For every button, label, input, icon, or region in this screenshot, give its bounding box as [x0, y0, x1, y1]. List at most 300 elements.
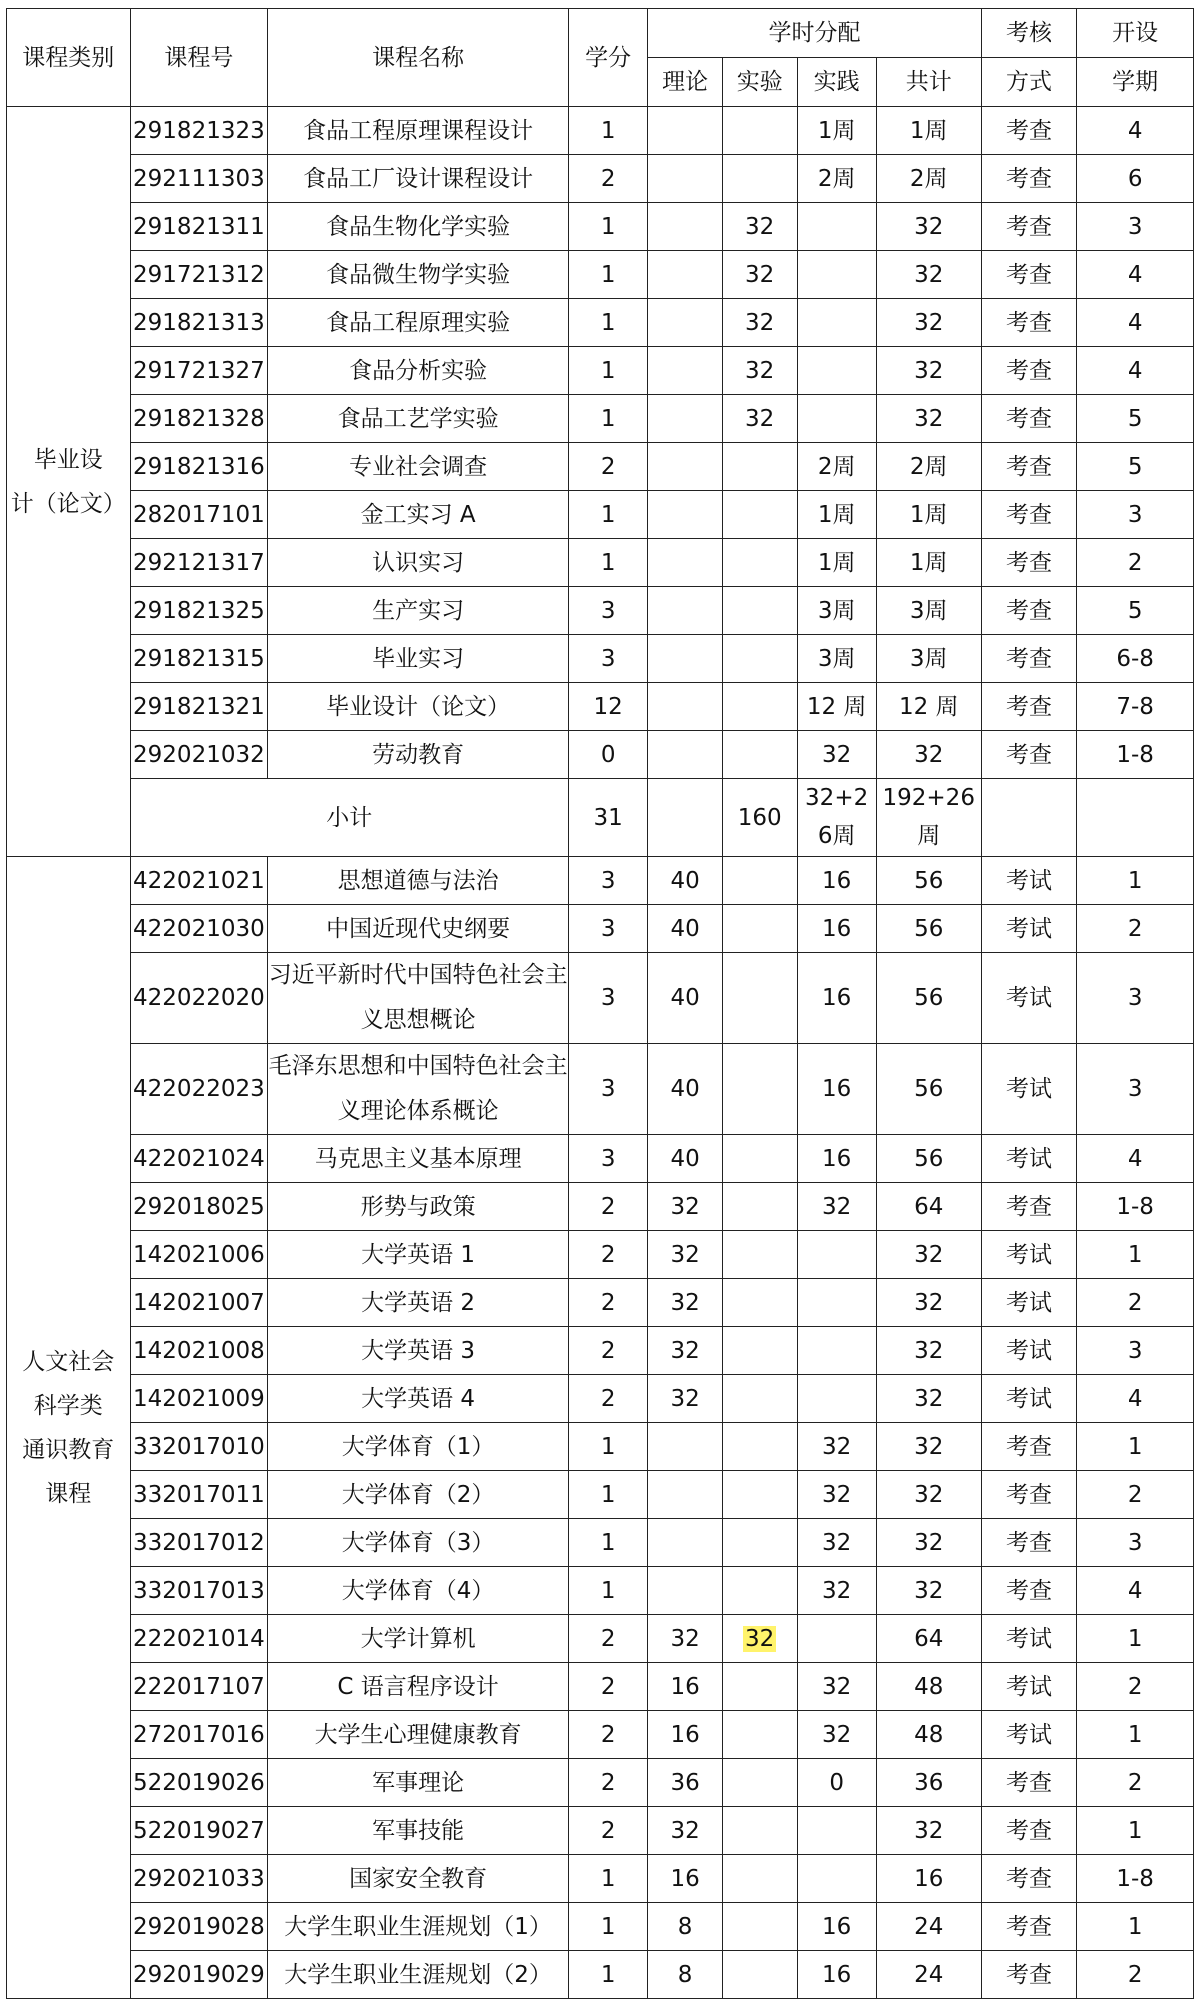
cell-name: 习近平新时代中国特色社会主义思想概论 — [268, 953, 569, 1044]
category-cell — [7, 107, 131, 857]
cell-credits: 2 — [569, 443, 648, 491]
cell-total: 32 — [876, 1567, 981, 1615]
cell-lab — [722, 1279, 797, 1327]
cell-name: 大学生心理健康教育 — [268, 1711, 569, 1759]
table-row — [7, 1135, 1194, 1183]
cell-theory: 32 — [648, 1615, 723, 1663]
table-row — [7, 1519, 1194, 1567]
cell-practice: 1周 — [797, 539, 876, 587]
cell-semester: 3 — [1077, 1327, 1194, 1375]
cell-credits: 1 — [569, 203, 648, 251]
cell-credits: 2 — [569, 155, 648, 203]
cell-name: 大学英语 2 — [268, 1279, 569, 1327]
cell-semester: 3 — [1077, 203, 1194, 251]
cell-theory: 16 — [648, 1711, 723, 1759]
cell-name: 大学体育（4） — [268, 1567, 569, 1615]
cell-theory — [648, 203, 723, 251]
cell-lab — [722, 443, 797, 491]
header-semester-bottom: 学期 — [1077, 58, 1194, 107]
cell-lab — [722, 857, 797, 905]
cell-credits: 3 — [569, 1044, 648, 1135]
table-row — [7, 1711, 1194, 1759]
cell-lab — [722, 1519, 797, 1567]
cell-practice — [797, 299, 876, 347]
table-row — [7, 1759, 1194, 1807]
table-row — [7, 1951, 1194, 1999]
subtotal-lab: 160 — [722, 779, 797, 857]
cell-credits: 2 — [569, 1711, 648, 1759]
cell-credits: 2 — [569, 1279, 648, 1327]
cell-practice: 16 — [797, 857, 876, 905]
cell-total: 56 — [876, 857, 981, 905]
cell-assessment: 考查 — [981, 1471, 1077, 1519]
cell-assessment: 考试 — [981, 1279, 1077, 1327]
header-semester-top: 开设 — [1077, 9, 1194, 58]
cell-lab: 32 — [722, 347, 797, 395]
cell-name: 大学体育（3） — [268, 1519, 569, 1567]
cell-credits: 1 — [569, 539, 648, 587]
cell-total: 48 — [876, 1711, 981, 1759]
cell-credits: 12 — [569, 683, 648, 731]
cell-practice — [797, 1375, 876, 1423]
cell-theory — [648, 1471, 723, 1519]
cell-practice: 2周 — [797, 443, 876, 491]
cell-total: 32 — [876, 347, 981, 395]
cell-credits: 3 — [569, 635, 648, 683]
cell-credits: 2 — [569, 1375, 648, 1423]
cell-total: 1周 — [876, 107, 981, 155]
cell-name: 马克思主义基本原理 — [268, 1135, 569, 1183]
cell-semester: 2 — [1077, 1663, 1194, 1711]
cell-credits: 3 — [569, 857, 648, 905]
cell-semester: 6-8 — [1077, 635, 1194, 683]
subtotal-practice-line2: 6周 — [817, 823, 856, 849]
course-table — [6, 8, 1194, 1999]
cell-practice: 32 — [797, 731, 876, 779]
cell-practice: 16 — [797, 1135, 876, 1183]
cell-lab — [722, 1807, 797, 1855]
cell-name: C 语言程序设计 — [268, 1663, 569, 1711]
cell-code: 422021030 — [130, 905, 268, 953]
cell-lab — [722, 1327, 797, 1375]
table-row — [7, 1663, 1194, 1711]
cell-total: 36 — [876, 1759, 981, 1807]
cell-code: 332017010 — [130, 1423, 268, 1471]
cell-lab — [722, 107, 797, 155]
table-row — [7, 539, 1194, 587]
table-row — [7, 1231, 1194, 1279]
cell-name: 思想道德与法治 — [268, 857, 569, 905]
cell-credits: 1 — [569, 251, 648, 299]
cell-assessment: 考查 — [981, 1423, 1077, 1471]
cell-code: 291821316 — [130, 443, 268, 491]
cell-semester: 3 — [1077, 953, 1194, 1044]
subtotal-practice — [797, 779, 876, 857]
cell-theory: 32 — [648, 1231, 723, 1279]
cell-name: 毕业实习 — [268, 635, 569, 683]
cell-semester: 7-8 — [1077, 683, 1194, 731]
cell-practice: 32 — [797, 1663, 876, 1711]
cell-code: 292021033 — [130, 1855, 268, 1903]
cell-assessment: 考查 — [981, 1759, 1077, 1807]
cell-lab — [722, 155, 797, 203]
cell-practice: 32 — [797, 1471, 876, 1519]
cell-practice: 1周 — [797, 491, 876, 539]
cell-name: 大学生职业生涯规划（2） — [268, 1951, 569, 1999]
cell-total: 32 — [876, 1471, 981, 1519]
cell-theory: 40 — [648, 1044, 723, 1135]
cell-credits: 2 — [569, 1663, 648, 1711]
subtotal-assessment — [981, 779, 1077, 857]
cell-semester: 3 — [1077, 1519, 1194, 1567]
cell-name: 认识实习 — [268, 539, 569, 587]
cell-semester: 6 — [1077, 155, 1194, 203]
cell-total: 64 — [876, 1183, 981, 1231]
cell-semester: 1-8 — [1077, 731, 1194, 779]
cell-semester: 1 — [1077, 1903, 1194, 1951]
cell-lab — [722, 1471, 797, 1519]
cell-name: 食品工艺学实验 — [268, 395, 569, 443]
header-credits: 学分 — [569, 9, 648, 107]
cell-assessment: 考查 — [981, 107, 1077, 155]
cell-theory: 40 — [648, 857, 723, 905]
cell-practice: 1周 — [797, 107, 876, 155]
cell-credits: 1 — [569, 347, 648, 395]
cell-semester: 5 — [1077, 587, 1194, 635]
cell-practice — [797, 1615, 876, 1663]
cell-credits: 3 — [569, 905, 648, 953]
cell-code: 291821315 — [130, 635, 268, 683]
cell-name: 大学体育（2） — [268, 1471, 569, 1519]
cell-assessment: 考查 — [981, 683, 1077, 731]
cell-theory — [648, 155, 723, 203]
cell-assessment: 考试 — [981, 857, 1077, 905]
cell-practice — [797, 1807, 876, 1855]
table-row — [7, 1327, 1194, 1375]
category-line: 人文社会 — [22, 1348, 115, 1375]
cell-practice: 32 — [797, 1423, 876, 1471]
cell-semester: 4 — [1077, 251, 1194, 299]
cell-theory: 16 — [648, 1855, 723, 1903]
cell-assessment: 考查 — [981, 1903, 1077, 1951]
cell-practice: 16 — [797, 1951, 876, 1999]
cell-semester: 2 — [1077, 1279, 1194, 1327]
cell-name: 食品工程原理实验 — [268, 299, 569, 347]
cell-credits: 3 — [569, 1135, 648, 1183]
cell-practice: 32 — [797, 1519, 876, 1567]
category-line: 课程 — [45, 1480, 92, 1507]
cell-assessment: 考试 — [981, 905, 1077, 953]
cell-semester: 5 — [1077, 395, 1194, 443]
cell-theory: 32 — [648, 1327, 723, 1375]
cell-practice: 32 — [797, 1711, 876, 1759]
cell-name: 劳动教育 — [268, 731, 569, 779]
cell-code: 292021032 — [130, 731, 268, 779]
cell-code: 522019027 — [130, 1807, 268, 1855]
cell-assessment: 考查 — [981, 587, 1077, 635]
cell-lab — [722, 1567, 797, 1615]
cell-semester: 1-8 — [1077, 1855, 1194, 1903]
cell-semester: 2 — [1077, 1471, 1194, 1519]
cell-total: 56 — [876, 1044, 981, 1135]
cell-credits: 1 — [569, 1903, 648, 1951]
cell-assessment: 考试 — [981, 1711, 1077, 1759]
cell-lab — [722, 953, 797, 1044]
cell-total: 32 — [876, 251, 981, 299]
cell-semester: 3 — [1077, 1044, 1194, 1135]
cell-theory — [648, 347, 723, 395]
cell-theory — [648, 587, 723, 635]
cell-lab — [722, 1231, 797, 1279]
cell-semester: 2 — [1077, 1759, 1194, 1807]
cell-code: 292018025 — [130, 1183, 268, 1231]
cell-credits: 2 — [569, 1615, 648, 1663]
cell-credits: 2 — [569, 1759, 648, 1807]
table-body — [7, 107, 1194, 1999]
table-row — [7, 155, 1194, 203]
cell-lab — [722, 1183, 797, 1231]
cell-practice: 3周 — [797, 587, 876, 635]
cell-code: 292019029 — [130, 1951, 268, 1999]
cell-total: 56 — [876, 1135, 981, 1183]
cell-credits: 2 — [569, 1807, 648, 1855]
cell-total: 32 — [876, 1807, 981, 1855]
cell-code: 292121317 — [130, 539, 268, 587]
table-row — [7, 1807, 1194, 1855]
cell-assessment: 考试 — [981, 1231, 1077, 1279]
table-row — [7, 731, 1194, 779]
cell-assessment: 考查 — [981, 1183, 1077, 1231]
subtotal-credits: 31 — [569, 779, 648, 857]
cell-code: 292111303 — [130, 155, 268, 203]
table-row — [7, 251, 1194, 299]
cell-assessment: 考试 — [981, 1615, 1077, 1663]
cell-practice: 32 — [797, 1567, 876, 1615]
header-assessment-top: 考核 — [981, 9, 1077, 58]
cell-name: 大学生职业生涯规划（1） — [268, 1903, 569, 1951]
cell-semester: 1 — [1077, 1807, 1194, 1855]
cell-lab: 32 — [722, 299, 797, 347]
table-row — [7, 1423, 1194, 1471]
cell-theory: 40 — [648, 953, 723, 1044]
cell-code: 291821323 — [130, 107, 268, 155]
cell-lab — [722, 1711, 797, 1759]
cell-credits: 1 — [569, 1471, 648, 1519]
cell-code: 291821313 — [130, 299, 268, 347]
cell-theory — [648, 395, 723, 443]
cell-assessment: 考查 — [981, 155, 1077, 203]
cell-total: 32 — [876, 1519, 981, 1567]
cell-semester: 2 — [1077, 1951, 1194, 1999]
cell-name: 专业社会调查 — [268, 443, 569, 491]
cell-practice: 3周 — [797, 635, 876, 683]
table-row — [7, 683, 1194, 731]
cell-code: 422021021 — [130, 857, 268, 905]
cell-theory — [648, 251, 723, 299]
cell-semester: 1 — [1077, 1231, 1194, 1279]
cell-semester: 1 — [1077, 1423, 1194, 1471]
cell-credits: 1 — [569, 299, 648, 347]
cell-name: 生产实习 — [268, 587, 569, 635]
cell-practice — [797, 347, 876, 395]
cell-practice: 0 — [797, 1759, 876, 1807]
cell-total: 1周 — [876, 491, 981, 539]
cell-name: 军事技能 — [268, 1807, 569, 1855]
table-row — [7, 953, 1194, 1044]
table-row — [7, 1044, 1194, 1135]
cell-practice — [797, 1327, 876, 1375]
cell-assessment: 考查 — [981, 395, 1077, 443]
header-total: 共计 — [876, 58, 981, 107]
category-line: 计（论文） — [10, 490, 126, 517]
cell-code: 142021008 — [130, 1327, 268, 1375]
header-theory: 理论 — [648, 58, 723, 107]
cell-assessment: 考查 — [981, 347, 1077, 395]
cell-code: 332017013 — [130, 1567, 268, 1615]
cell-code: 142021006 — [130, 1231, 268, 1279]
category-cell — [7, 857, 131, 1999]
cell-assessment: 考试 — [981, 1663, 1077, 1711]
cell-semester: 4 — [1077, 1135, 1194, 1183]
cell-name: 大学英语 4 — [268, 1375, 569, 1423]
cell-credits: 1 — [569, 1423, 648, 1471]
cell-practice — [797, 203, 876, 251]
cell-code: 291821321 — [130, 683, 268, 731]
cell-name: 食品分析实验 — [268, 347, 569, 395]
cell-practice: 16 — [797, 905, 876, 953]
cell-practice — [797, 395, 876, 443]
cell-practice — [797, 1855, 876, 1903]
table-row — [7, 1615, 1194, 1663]
cell-code: 282017101 — [130, 491, 268, 539]
cell-assessment: 考查 — [981, 443, 1077, 491]
cell-credits: 1 — [569, 395, 648, 443]
cell-lab — [722, 1855, 797, 1903]
cell-assessment: 考试 — [981, 1375, 1077, 1423]
subtotal-total-line1: 192+26 — [882, 785, 975, 811]
cell-practice: 16 — [797, 953, 876, 1044]
cell-credits: 2 — [569, 1327, 648, 1375]
cell-practice: 12 周 — [797, 683, 876, 731]
cell-credits: 1 — [569, 491, 648, 539]
cell-total: 1周 — [876, 539, 981, 587]
cell-theory: 32 — [648, 1279, 723, 1327]
subtotal-row — [7, 779, 1194, 857]
cell-name: 中国近现代史纲要 — [268, 905, 569, 953]
cell-name: 形势与政策 — [268, 1183, 569, 1231]
header-code: 课程号 — [130, 9, 268, 107]
cell-name: 食品工厂设计课程设计 — [268, 155, 569, 203]
cell-semester: 4 — [1077, 1375, 1194, 1423]
cell-credits: 3 — [569, 587, 648, 635]
cell-lab — [722, 731, 797, 779]
cell-assessment: 考查 — [981, 1807, 1077, 1855]
cell-name: 国家安全教育 — [268, 1855, 569, 1903]
cell-theory — [648, 1567, 723, 1615]
cell-theory — [648, 635, 723, 683]
table-row — [7, 491, 1194, 539]
cell-semester: 1 — [1077, 1615, 1194, 1663]
cell-name: 大学体育（1） — [268, 1423, 569, 1471]
cell-semester: 4 — [1077, 1567, 1194, 1615]
cell-assessment: 考查 — [981, 1567, 1077, 1615]
cell-assessment: 考查 — [981, 1519, 1077, 1567]
table-row — [7, 1567, 1194, 1615]
table-row — [7, 857, 1194, 905]
cell-credits: 1 — [569, 1519, 648, 1567]
cell-lab — [722, 1903, 797, 1951]
cell-lab — [722, 1375, 797, 1423]
cell-practice — [797, 1231, 876, 1279]
cell-code: 422021024 — [130, 1135, 268, 1183]
cell-code: 291821328 — [130, 395, 268, 443]
cell-theory: 36 — [648, 1759, 723, 1807]
cell-code: 332017011 — [130, 1471, 268, 1519]
cell-code: 292019028 — [130, 1903, 268, 1951]
table-row — [7, 347, 1194, 395]
cell-total: 3周 — [876, 635, 981, 683]
cell-lab — [722, 539, 797, 587]
cell-total: 56 — [876, 953, 981, 1044]
cell-assessment: 考查 — [981, 203, 1077, 251]
header-hours: 学时分配 — [648, 9, 981, 58]
cell-lab: 32 — [722, 395, 797, 443]
table-row — [7, 299, 1194, 347]
cell-theory — [648, 107, 723, 155]
subtotal-practice-line1: 32+2 — [805, 785, 869, 811]
cell-total: 12 周 — [876, 683, 981, 731]
cell-assessment: 考查 — [981, 251, 1077, 299]
category-line: 毕业设 — [33, 446, 103, 473]
cell-total: 48 — [876, 1663, 981, 1711]
cell-practice: 32 — [797, 1183, 876, 1231]
cell-code: 422022020 — [130, 953, 268, 1044]
category-line: 通识教育 — [22, 1436, 115, 1463]
cell-assessment: 考查 — [981, 1951, 1077, 1999]
header-row-top — [7, 9, 1194, 58]
cell-theory — [648, 491, 723, 539]
cell-total: 32 — [876, 1231, 981, 1279]
cell-practice — [797, 1279, 876, 1327]
cell-assessment: 考试 — [981, 953, 1077, 1044]
table-row — [7, 587, 1194, 635]
cell-credits: 1 — [569, 1855, 648, 1903]
cell-assessment: 考查 — [981, 1855, 1077, 1903]
cell-assessment: 考试 — [981, 1044, 1077, 1135]
highlighted-value: 32 — [745, 1625, 775, 1652]
subtotal-total — [876, 779, 981, 857]
cell-semester: 4 — [1077, 299, 1194, 347]
cell-lab — [722, 683, 797, 731]
cell-theory — [648, 731, 723, 779]
cell-lab: 32 — [722, 203, 797, 251]
cell-name: 毛泽东思想和中国特色社会主义理论体系概论 — [268, 1044, 569, 1135]
cell-theory: 32 — [648, 1183, 723, 1231]
cell-theory — [648, 443, 723, 491]
cell-name: 大学英语 3 — [268, 1327, 569, 1375]
table-row — [7, 443, 1194, 491]
cell-assessment: 考试 — [981, 1327, 1077, 1375]
subtotal-theory — [648, 779, 723, 857]
cell-practice: 16 — [797, 1903, 876, 1951]
cell-practice — [797, 251, 876, 299]
cell-lab — [722, 1044, 797, 1135]
header-assessment-bottom: 方式 — [981, 58, 1077, 107]
table-row — [7, 1855, 1194, 1903]
cell-credits: 2 — [569, 1231, 648, 1279]
subtotal-total-line2: 周 — [917, 823, 941, 849]
cell-semester: 5 — [1077, 443, 1194, 491]
